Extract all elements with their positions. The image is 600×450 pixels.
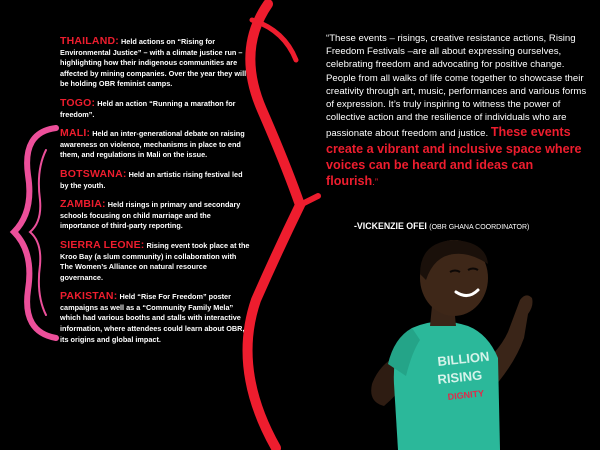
entry-text: Held risings in primary and secondary schools focusing on child marriage and the importance of third-party reporting. xyxy=(60,200,241,231)
country-name: BOTSWANA: xyxy=(60,167,127,180)
entry-text: Held an artistic rising festival led by the youth. xyxy=(60,169,243,190)
attribution-name: -VICKENZIE OFEI xyxy=(354,221,427,231)
shirt-text-3: DIGNITY xyxy=(447,388,485,402)
entry-text: Held “Rise For Freedom” poster campaigns as well as a “Community Family Mela” which had various booths and stalls with interactive information, where attendees could learn about OBR, its origins and global impact. xyxy=(60,292,245,344)
entry-text: Held actions on “Rising for Environmental Justice” – with a climate justice run – highlighting how their indigenous communities are affected by mining companies. Over the year they will be holding OBR feminist camps. xyxy=(60,37,247,89)
shirt-text-1: BILLION xyxy=(436,348,491,369)
country-actions-list xyxy=(60,36,250,353)
entry-mali xyxy=(60,128,250,161)
quote-block xyxy=(326,32,588,189)
pink-brace-inner xyxy=(30,150,46,315)
quote-attribution xyxy=(354,221,594,231)
red-brace xyxy=(248,4,300,448)
entry-togo xyxy=(60,98,250,120)
country-name: TOGO: xyxy=(60,96,96,109)
country-name: ZAMBIA: xyxy=(60,198,106,211)
entry-text: Rising event took place at the Kroo Bay (a slum community) in collaboration with The Women’s Alliance on natural resource governance. xyxy=(60,240,250,282)
quote-highlight: These events create a vibrant and inclusive space where voices can be heard and ideas can flourish xyxy=(326,125,582,189)
entry-zambia xyxy=(60,199,250,232)
entry-pakistan xyxy=(60,291,250,345)
attribution-role: (OBR GHANA COORDINATOR) xyxy=(429,224,530,231)
girl-photo xyxy=(358,234,600,450)
shirt-text-2: RISING xyxy=(436,367,483,387)
entry-text: Held an action “Running a marathon for freedom”. xyxy=(60,98,236,119)
entry-thailand xyxy=(60,36,250,90)
entry-botswana xyxy=(60,169,250,191)
pink-brace xyxy=(14,128,56,338)
quote-end: .” xyxy=(372,177,379,189)
country-name: PAKISTAN: xyxy=(60,290,118,303)
quote-body: “These events – risings, creative resistance actions, Rising Freedom Festivals –are all about expressing ourselves, celebrating freedom and advocating for positive change. People from all walks of life come together to showcase their creativity through art, music, performances and various forms of expression. It’s truly inspiring to witness the power of collective action and the resilience of individuals who are passionate about freedom and justice. xyxy=(326,33,587,140)
country-name: THAILAND: xyxy=(60,35,119,47)
country-name: MALI: xyxy=(60,127,91,140)
entry-text: Held an inter-generational debate on raising awareness on violence, mechanisms in place to end them, and regulations in Mali on the issue. xyxy=(60,129,245,160)
entry-sierra-leone xyxy=(60,240,250,283)
country-name: SIERRA LEONE: xyxy=(60,238,145,251)
red-brace-tip xyxy=(300,196,318,205)
